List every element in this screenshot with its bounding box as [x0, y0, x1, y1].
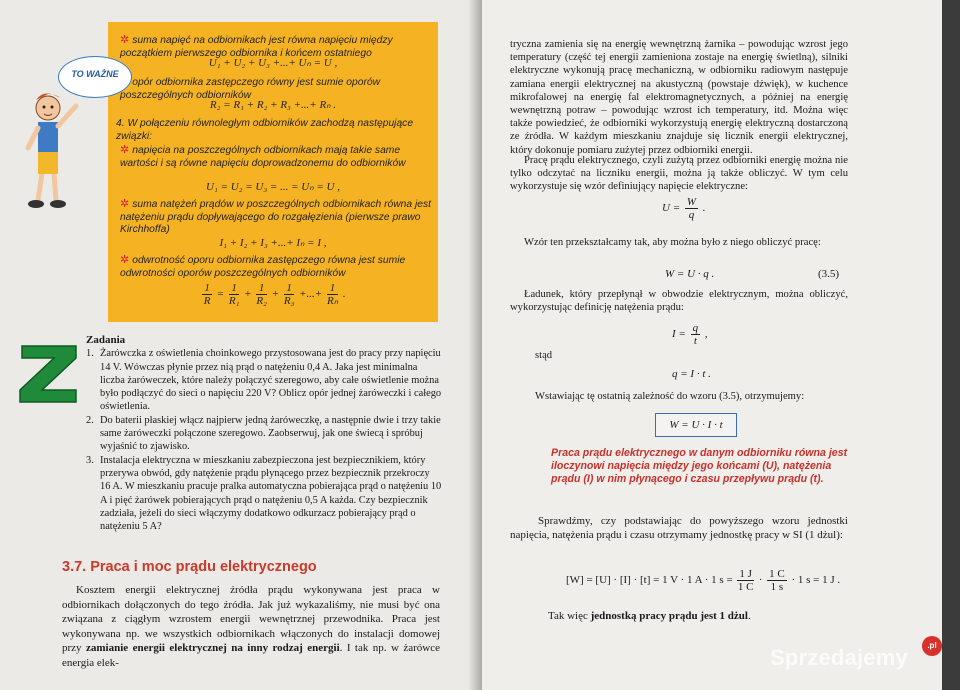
bubble-text: TO WAŻNE	[71, 69, 119, 79]
equation-voltage: U = $\frac{W}{q}$ .	[662, 196, 706, 221]
section-paragraph: Kosztem energii elektrycznej źródła prądu wykonywana jest praca w odbiornikach dołączonych do tego źródła. Jak już wykazaliśmy, nie musi być ona związana z ciągłym wzrostem energii wewnętrznej przewodnika. Praca jest wykonywana np. we wszystkich odbiornikach włączonych do instalacji domowej przy zamianie energii elektrycznej na inny rodzaj energii. I tak np. w żarówce energia elek-	[62, 584, 440, 669]
right-paragraph-7: Tak więc jednostką pracy prądu jest 1 dżul.	[548, 610, 751, 622]
stad-label: stąd	[535, 350, 553, 361]
formula-resistance-sum: R₂ = R₁ + R₂ + R₃ +...+ Rₙ .	[209, 99, 337, 111]
flower-bullet-icon: ✲	[120, 34, 130, 46]
flower-bullet-icon: ✲	[120, 144, 130, 156]
equation-number: (3.5)	[818, 268, 840, 280]
page-edge	[942, 0, 960, 690]
right-paragraph-6: Sprawdźmy, czy podstawiając do powyższego wzoru jednostki napięcia, natężenia prądu i czasu otrzymamy jednostkę pracy w SI (1 dżul):	[510, 515, 848, 541]
tasks-section	[86, 334, 442, 533]
formula-reciprocal-resistance: $\frac{1}{R}$ = $\frac{1}{\text{R₁}}$ + $\frac{1}{\text{R₂}}$ + $\frac{1}{\text{R₃}}$ +...+ $\frac{1}{\text{Rₙ}}$ .	[203, 282, 346, 307]
summary-box	[108, 22, 438, 322]
equation-charge: q = I · t .	[672, 368, 711, 380]
boxed-equation: W = U · I · t	[655, 413, 737, 437]
formula-voltage-equal: U₁ = U₂ = U₃ = ... = Uₙ = U ,	[206, 181, 340, 193]
right-paragraph-5: Wstawiając tę ostatnią zależność do wzoru (3.5), otrzymujemy:	[535, 391, 805, 402]
equation-work: W = U · q .	[665, 268, 715, 280]
z-tasks-icon	[16, 340, 82, 406]
right-paragraph-4: Ładunek, który przepłynął w obwodzie elektrycznym, można obliczyć, wykorzystując definicję natężenia prądu:	[510, 289, 848, 314]
task-item: 3. Instalacja elektryczna w mieszkaniu zabezpieczona jest bezpiecznikiem, który przerywa obwód, gdy natężenie prądu płynącego przez bezpiecznik przekroczy 16 A. W mieszkaniu pracuje pralka automatyczna pobierająca prąd o natężeniu 10 A i pięć żarówek pobierających prąd o natężeniu 0,5 A każda. Czy bezpiecznik zadziała, jeżeli do sieci włączymy dodatkowo odkurzacz pobierający prąd o natężeniu 5 A?	[86, 454, 442, 533]
watermark-text: Sprzedajemy	[770, 645, 908, 670]
section-title: 3.7. Praca i moc prądu elektrycznego	[62, 559, 317, 575]
flower-bullet-icon: ✲	[120, 198, 130, 210]
box-item-6: ✲ odwrotność oporu odbiornika zastępczego równa jest sumie odwrotności oporów poszczególnych odbiorników	[120, 254, 406, 279]
box-item-3: 4. W połączeniu równoległym odbiorników zachodzą następujące związki:	[116, 118, 414, 142]
right-paragraph-3: Wzór ten przekształcamy tak, aby można było z niego obliczyć pracę:	[524, 237, 821, 248]
box-item-5: ✲ suma natężeń prądów w poszczególnych odbiornikach równa jest natężeniu prądu dopływającego do rozgałęzienia (pierwsze prawo Kirchhoffa)	[120, 198, 431, 235]
watermark-badge: .pl	[922, 636, 942, 656]
cartoon-boy-figure	[14, 86, 84, 216]
equation-current: I = $\frac{q}{t}$ ,	[672, 322, 708, 347]
definition-highlight: Praca prądu elektrycznego w danym odbiorniku równa jest iloczynowi napięcia między jego końcami (U), natężenia prądu (I) w nim płynącego i czasu przepływu prądu (t).	[551, 447, 848, 486]
equation-units: [W] = [U] · [I] · [t] = 1 V · 1 A · 1 s = $\frac{1 J}{1 C}$ · $\frac{1 C}{1 s}$ · 1 s = 1 J .	[566, 568, 841, 593]
right-paragraph-2: Pracę prądu elektrycznego, czyli zużytą przez odbiorniki energię można nie tylko odczytać na liczniku energii, można ją także obliczyć. W tym celu wykorzystuje się wzór definiujący napięcie elektryczne:	[510, 155, 848, 193]
box-item-2: opór odbiornika zastępczego równy jest sumie oporów poszczególnych odbiorników	[120, 77, 381, 101]
box-item-4: ✲ napięcia na poszczególnych odbiornikach mają takie same wartości i są równe napięciu doprowadzonemu do odbiorników	[120, 144, 406, 169]
right-paragraph-1: tryczna zamienia się na energię wewnętrzną żarnika – powodując wzrost jego temperatury (część tej energii zamieniona zostaje na energię świetlną), silniki elektryczne wykonują pracę mechaniczną, w odbiorniku radiowym następuje zamiana energii elektrycznej na akustyczną (powstaje dźwięk), w kuchence mikrofalowej na energię fal elektromagnetycznych, a później na energię wewnętrzną potraw – powodując wzrost ich temperatury, itd. Można więc także powiedzieć, że odbiorniki wykorzystują energię elektryczną dostarczoną ze źródła. W każdym mieszkaniu znajduje się licznik energii elektrycznej, który dokonuje pomiaru zużytej przez odbiorniki energii.	[510, 39, 848, 156]
tasks-heading: Zadania	[86, 334, 126, 346]
formula-voltage-sum: U₁ + U₂ + U₃ +...+ Uₙ = U ,	[208, 57, 338, 69]
task-item: 2. Do baterii płaskiej włącz najpierw jedną żaróweczkę, a następnie dwie i trzy takie same żaróweczki połączone szeregowo. Zaobserwuj, jak one świecą i spróbuj wyjaśnić to zjawisko.	[86, 414, 441, 453]
formula-current-sum: I₁ + I₂ + I₃ +...+ Iₙ = I ,	[219, 237, 327, 249]
box-item-1: ✲ suma napięć na odbiornikach jest równa napięciu między początkiem pierwszego odbiornika i końcem ostatniego	[120, 34, 393, 59]
flower-bullet-icon: ✲	[120, 254, 130, 266]
task-item: 1. Żarówczka z oświetlenia choinkowego przystosowana jest do pracy przy napięciu 14 V. Wówczas płynie przez nią prąd o natężeniu 0,4 A. Jaka jest minimalna liczba żaróweczek, które należy połączyć szeregowo, aby całe oświetlenie można było podłączyć do sieci o napięciu 220 V? Oblicz opór jednej żaróweczki i całego oświetlenia.	[86, 348, 442, 413]
